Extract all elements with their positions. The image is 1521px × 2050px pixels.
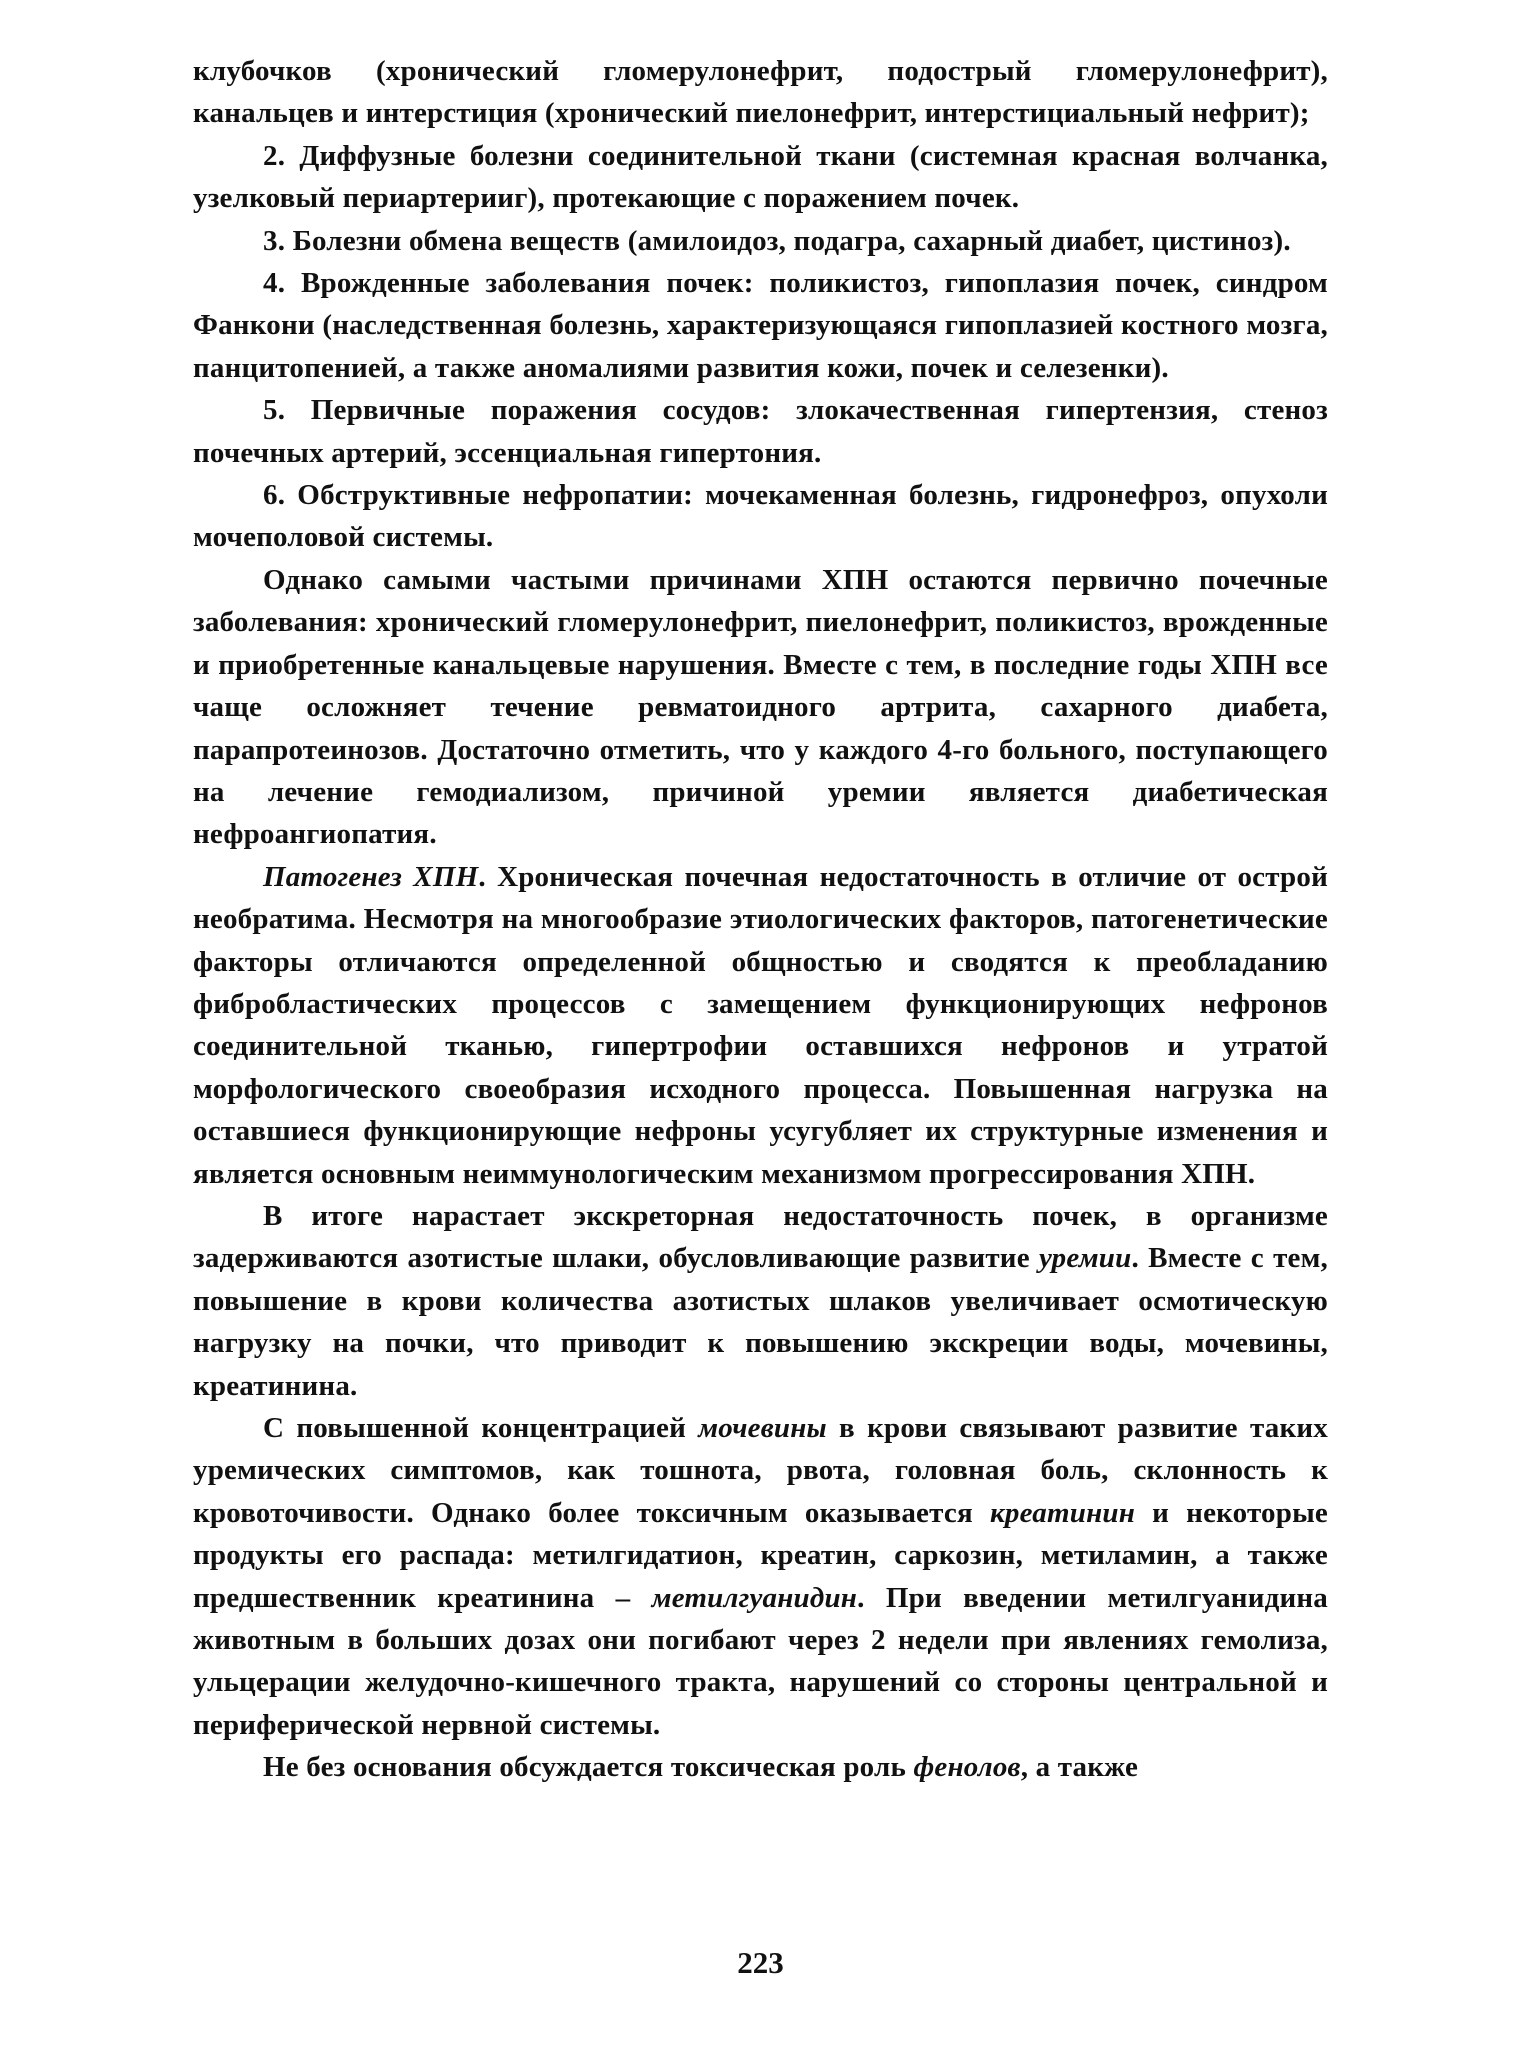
paragraph-text: С повышенной концентрацией <box>263 1412 699 1444</box>
emphasized-term: креатинин <box>990 1496 1136 1529</box>
paragraph <box>193 474 1328 559</box>
paragraph-text: В итоге нарастает экскреторная недостаточность почек, в организме задерживаются азотистые шлаки, обусловливающие развитие <box>193 1199 1328 1275</box>
paragraph <box>193 135 1328 220</box>
paragraph-text: . Вместе с тем, повышение в крови количества азотистых шлаков увеличивает осмотическую нагрузку на почки, что приводит к повышению экскреции воды, мочевины, креатинина. <box>193 1242 1328 1402</box>
emphasized-term: мочевины <box>698 1412 827 1444</box>
paragraph <box>193 559 1328 856</box>
paragraph-text: в крови связывают развитие таких уремических симптомов, как тошнота, рвота, головная боль, склонность к кровоточивости. Однако более токсичным оказывается <box>193 1412 1328 1529</box>
paragraph-text: , а также <box>1020 1751 1139 1784</box>
paragraph-text: . Хроническая почечная недостаточность в отличие от острой необратима. Несмотря на многообразие этиологических факторов, патогенетические факторы отличаются определенной общностью и сводятся к преобладанию фибробластических процессов с замещением функционирующих нефронов соединительной тканью, гипертрофии оставшихся нефронов и утратой морфологического своеобразия исходного процесса. Повышенная нагрузка на оставшиеся функционирующие нефроны усугубляет их структурные изменения и является основным неиммунологическим механизмом прогрессирования ХПН. <box>193 860 1328 1190</box>
page-body-text <box>193 50 1328 1789</box>
paragraph-text: и некоторые продукты его распада: метилгидатион, креатин, саркозин, метиламин, а также предшественник креатинина – <box>193 1496 1328 1614</box>
emphasized-term: Патогенез ХПН <box>263 860 479 893</box>
paragraph-text: 2. Диффузные болезни соединительной ткани (системная красная волчанка, узелковый периартерииг), протекающие с поражением почек. <box>193 139 1328 215</box>
paragraph <box>193 220 1328 262</box>
emphasized-term: метилгуанидин <box>651 1581 858 1614</box>
paragraph <box>193 262 1328 389</box>
paragraph-text: Не без основания обсуждается токсическая роль <box>263 1751 914 1784</box>
paragraph-text: . При введении метилгуанидина животным в больших дозах они погибают через 2 недели при явлениях гемолиза, ульцерации желудочно-кишечного тракта, нарушений со стороны центральной и периферической нервной системы. <box>193 1581 1328 1741</box>
emphasized-term: уремии <box>1038 1242 1132 1275</box>
paragraph <box>193 389 1328 474</box>
paragraph-text: 6. Обструктивные нефропатии: мочекаменная болезнь, гидронефроз, опухоли мочеполовой системы. <box>193 479 1328 554</box>
paragraph-text: 5. Первичные поражения сосудов: злокачественная гипертензия, стеноз почечных артерий, эссенциальная гипертония. <box>193 394 1328 469</box>
paragraph <box>193 1746 1328 1788</box>
book-page <box>193 50 1328 2040</box>
page-number: 223 <box>737 1945 784 1980</box>
paragraph-text: 3. Болезни обмена веществ (амилоидоз, подагра, сахарный диабет, цистиноз). <box>263 224 1291 257</box>
paragraph-text: 4. Врожденные заболевания почек: поликистоз, гипоплазия почек, синдром Фанкони (наследственная болезнь, характеризующаяся гипоплазией костного мозга, панцитопенией, а также аномалиями развития кожи, почек и селезенки). <box>193 267 1328 384</box>
paragraph <box>193 1195 1328 1407</box>
paragraph <box>193 856 1328 1195</box>
paragraph <box>193 1407 1328 1746</box>
paragraph-text: клубочков (хронический гломерулонефрит, подострый гломерулонефрит), канальцев и интерстиция (хронический пиелонефрит, интерстициальный нефрит); <box>193 55 1328 130</box>
paragraph <box>193 50 1328 135</box>
emphasized-term: фенолов <box>913 1751 1021 1784</box>
paragraph-text: Однако самыми частыми причинами ХПН остаются первично почечные заболевания: хронический гломерулонефрит, пиелонефрит, поликистоз, врожденные и приобретенные канальцевые нарушения. Вместе с тем, в последние годы ХПН все чаще осложняет течение ревматоидного артрита, сахарного диабета, парапротеинозов. Достаточно отметить, что у каждого 4-го больного, поступающего на лечение гемодиализом, причиной уремии является диабетическая нефроангиопатия. <box>193 563 1328 851</box>
